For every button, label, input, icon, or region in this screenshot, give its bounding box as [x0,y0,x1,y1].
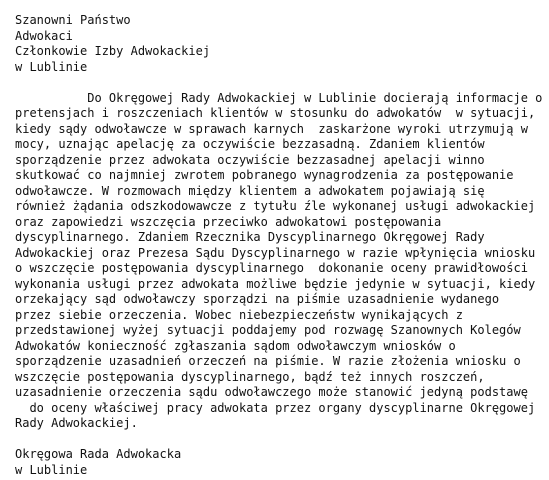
body-line: wykonania usługi przez adwokata możliwe będzie jedynie w sytuacji, kiedy [15,276,536,291]
body-line: sporządzenie uzasadnień orzeczeń na piśmie. W razie złożenia wniosku o [15,354,521,368]
letter-document [15,13,545,478]
signature-block [15,447,545,478]
body-line: sporządzenie przez adwokata oczywiście bezzasadnej apelacji winno [15,152,485,167]
body-line: również żądania odszkodowawcze z tytułu źle wykonanej usługi adwokackiej [15,199,536,213]
body-line: orzekający sąd odwoławczy sporządzi na piśmie uzasadnienie wydanego [15,292,500,306]
signature-line: Okręgowa Rada Adwokacka [15,447,182,461]
body-line: przedstawionej wyżej sytuacji poddajemy pod rozwagę Szanownych Kolegów [15,323,521,337]
salutation-line: Adwokaci [15,28,73,43]
blank-line [15,75,545,91]
body-line: o wszczęcie postępowania dyscyplinarnego dokonanie oceny prawidłowości [15,261,528,275]
body-line: oraz zapowiedzi wszczęcia przeciwko adwokatowi postępowania [15,214,442,229]
body-line: pretensjach i roszczeniach klientów w stosunku do adwokatów w sytuacji, [15,106,536,120]
body-line: Adwokatów konieczność zgłaszania sądom odwoławczym wniosków o [15,338,456,353]
body-line: wszczęcie postępowania dyscyplinarnego, bądź też innych roszczeń, [15,369,485,384]
salutation-line: Członkowie Izby Adwokackiej [15,44,211,58]
body-line: Rady Adwokackiej. [15,416,138,430]
body-line: kiedy sądy odwoławcze w sprawach karnych zaskarżone wyroki utrzymują w [15,121,528,136]
body-line: Do Okręgowej Rady Adwokackiej w Lublinie docierają informacje o [15,90,543,105]
body-line: skutkować co najmniej zwrotem pobranego wynagrodzenia za postępowanie [15,168,514,182]
salutation-line: Szanowni Państwo [15,13,131,27]
salutation-block [15,13,545,75]
body-line: mocy, uznając apelację za oczywiście bezzasadną. Zdaniem klientów [15,137,485,151]
letter-body [15,91,545,432]
body-line: uzasadnienie orzeczenia sądu odwoławczego może stanowić jedyną podstawę [15,385,528,399]
signature-line: w Lublinie [15,462,88,477]
body-line: Adwokackiej oraz Prezesa Sądu Dyscyplinarnego w razie wpłynięcia wniosku [15,245,536,260]
body-line: dyscyplinarnego. Zdaniem Rzecznika Dyscyplinarnego Okręgowej Rady [15,230,485,244]
body-line: odwoławcze. W rozmowach między klientem a adwokatem pojawiają się [15,183,485,198]
body-line: do oceny właściwej pracy adwokata przez organy dyscyplinarne Okręgowej [15,400,536,415]
body-line: przez siebie orzeczenia. Wobec niebezpieczeństw wynikających z [15,307,463,322]
blank-line [15,432,545,448]
salutation-line: w Lublinie [15,59,88,74]
